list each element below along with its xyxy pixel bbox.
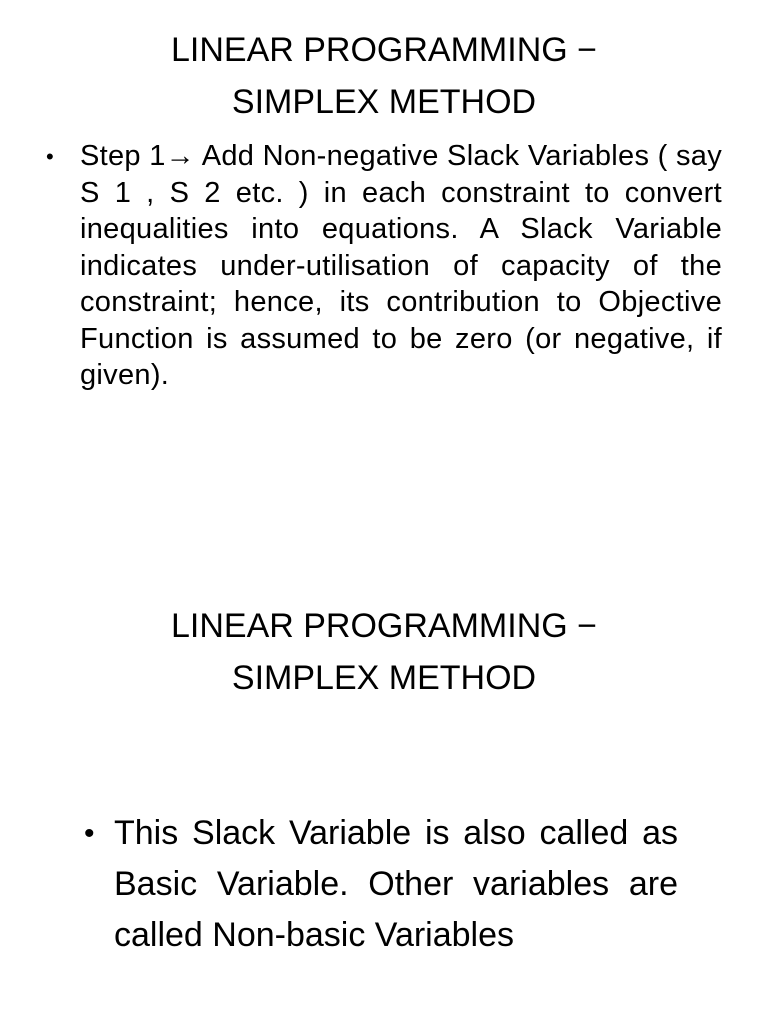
slide-title-line-2: SIMPLEX METHOD xyxy=(231,83,537,121)
bullet-dot: • xyxy=(84,817,95,850)
bullet-text: This Slack Variable is also called as Basic Variable. Other variables are called Non-basic Variables xyxy=(114,814,678,954)
bullet-text: Step 1→ Add Non-negative Slack Variables ( say S 1 , S 2 etc. ) in each constraint to convert inequalities into equations. A Slack Variable indicates under-utilisation of capacity of the constraint; hence, its contribution to Objective Function is assumed to be zero (or negative, if given). xyxy=(80,140,722,391)
slide-title xyxy=(0,24,768,128)
bullet-item xyxy=(84,808,678,961)
slide-title-line-1: LINEAR PROGRAMMING − xyxy=(170,607,597,645)
slide-title-line-1: LINEAR PROGRAMMING − xyxy=(170,31,597,69)
slide-2 xyxy=(0,512,768,1024)
bullet-item xyxy=(42,138,722,394)
slide-title-line-2: SIMPLEX METHOD xyxy=(231,659,537,697)
slide-title xyxy=(0,600,768,704)
bullet-dot: • xyxy=(46,144,54,169)
